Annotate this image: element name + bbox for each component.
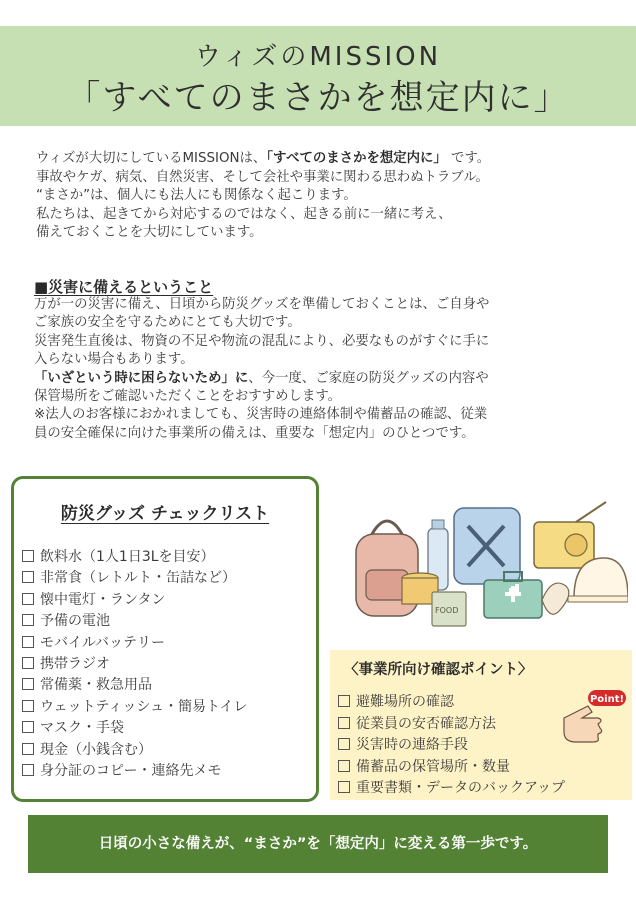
checklist-items xyxy=(22,547,247,782)
checklist-item-label: モバイルバッテリー xyxy=(40,634,166,651)
emergency-goods-checklist xyxy=(11,476,319,802)
body-line: 万が一の災害に備え、日頃から防災グッズを準備しておくことは、ご自身や xyxy=(34,297,490,312)
checklist-item-label: 飲料水（1人1日3Lを目安） xyxy=(40,549,215,565)
point-badge-text: Point! xyxy=(589,694,625,705)
checklist-item-label: 身分証のコピー・連絡先メモ xyxy=(40,762,222,779)
office-checkpoint-item xyxy=(338,778,565,800)
checkbox-icon xyxy=(22,571,34,583)
checklist-item-label: 携帯ラジオ xyxy=(40,655,110,672)
checklist-item xyxy=(22,718,247,739)
office-checkpoints-panel xyxy=(330,650,632,800)
mission-title: 「すべてのまさかを想定内に」 xyxy=(66,78,570,118)
disaster-section-title: ■災害に備えるということ xyxy=(34,278,214,296)
checklist-item xyxy=(22,590,247,611)
checkbox-icon xyxy=(22,743,34,755)
office-checkpoint-item xyxy=(338,714,565,736)
intro-text-span: ウィズが大切にしているMISSIONは、 xyxy=(36,151,267,166)
checkbox-icon xyxy=(22,614,34,626)
checklist-item xyxy=(22,568,247,589)
gloves-icon xyxy=(542,583,569,614)
checklist-item-label: 予備の電池 xyxy=(40,613,110,630)
intro-text xyxy=(36,150,616,243)
office-checkpoints-title: 〈事業所向け確認ポイント〉 xyxy=(344,662,533,678)
checkbox-icon xyxy=(22,700,34,712)
intro-line xyxy=(36,150,616,169)
body-line: 保管場所をご確認いただくことをおすすめします。 xyxy=(34,389,342,405)
body-line xyxy=(34,370,604,388)
intro-text-span: です。 xyxy=(446,151,491,166)
checklist-item xyxy=(22,675,247,696)
office-checkpoint-label: 従業員の安否確認方法 xyxy=(356,715,496,732)
checkbox-icon xyxy=(22,764,34,776)
office-checkpoints-list xyxy=(338,692,565,800)
office-checkpoint-label: 避難場所の確認 xyxy=(356,694,454,710)
disaster-section-body xyxy=(34,296,604,443)
footer-banner: 日頃の小さな備えが、“まさか”を「想定内」に変える第一歩です。 xyxy=(28,815,608,873)
checklist-item xyxy=(22,633,247,654)
checklist-item-label: ウェットティッシュ・簡易トイレ xyxy=(40,698,248,715)
body-line: 員の安全確保に向けた事業所の備えは、重要な「想定内」のひとつです。 xyxy=(34,425,475,441)
body-line: 災害発生直後は、物資の不足や物流の混乱により、必要なものがすぐに手に xyxy=(34,333,490,349)
checkbox-icon xyxy=(338,695,350,707)
checklist-item xyxy=(22,761,247,782)
emergency-goods-illustration xyxy=(344,500,628,640)
checklist-item xyxy=(22,547,247,568)
mission-emphasis: 「すべてのまさかを想定内に」 xyxy=(266,151,447,166)
intro-line: 備えておくことを大切にしています。 xyxy=(36,225,263,241)
office-checkpoint-label: 災害時の連絡手段 xyxy=(356,737,468,754)
checklist-item-label: 非常食（レトルト・缶詰など） xyxy=(40,570,236,587)
food-can-label: FOOD xyxy=(435,606,459,615)
checkbox-icon xyxy=(338,781,350,793)
office-checkpoint-label: 重要書類・データのバックアップ xyxy=(356,780,566,797)
title-banner xyxy=(0,26,636,126)
office-checkpoint-item xyxy=(338,692,565,714)
checklist-item xyxy=(22,740,247,761)
body-line: 入らない場合もあります。 xyxy=(34,352,194,368)
point-pointing-hand-icon xyxy=(558,688,628,746)
body-text-span: 、今一度、ご家庭の防災グッズの内容や xyxy=(248,370,489,386)
checklist-item-label: 懐中電灯・ランタン xyxy=(40,591,166,608)
body-line: ご家族の安全を守るためにとても大切です。 xyxy=(34,315,301,331)
checklist-item xyxy=(22,611,247,632)
office-checkpoint-item xyxy=(338,757,565,779)
mission-subtitle: ウィズのMISSION xyxy=(194,42,442,72)
intro-line: 事故やケガ、病気、自然災害、そして会社や事業に関わる思わぬトラブル。 xyxy=(36,169,489,185)
intro-line: 私たちは、起きてから対応するのではなく、起きる前に一緒に考え、 xyxy=(36,206,452,222)
body-line: ※法人のお客様におかれましても、災害時の連絡体制や備蓄品の確認、従業 xyxy=(34,407,488,423)
checklist-item-label: 現金（小銭含む） xyxy=(40,741,152,758)
checkbox-icon xyxy=(22,593,34,605)
checkbox-icon xyxy=(22,678,34,690)
checklist-item xyxy=(22,654,247,675)
checklist-item xyxy=(22,697,247,718)
pointing-hand-shape xyxy=(564,706,602,742)
office-checkpoint-item xyxy=(338,735,565,757)
checkbox-icon xyxy=(338,738,350,750)
checklist-item-label: マスク・手袋 xyxy=(40,720,124,737)
checkbox-icon xyxy=(338,717,350,729)
radio-icon xyxy=(534,502,606,568)
emphasis-text: 「いざという時に困らないため」に xyxy=(34,370,249,386)
checkbox-icon xyxy=(22,657,34,669)
checkbox-icon xyxy=(22,721,34,733)
checkbox-icon xyxy=(22,550,34,562)
checkbox-icon xyxy=(22,636,34,648)
intro-line: “まさか”は、個人にも法人にも関係なく起こります。 xyxy=(36,188,357,204)
office-checkpoint-label: 備蓄品の保管場所・数量 xyxy=(356,758,510,775)
checkbox-icon xyxy=(338,760,350,772)
checklist-title: 防災グッズ チェックリスト xyxy=(60,504,270,524)
checklist-item-label: 常備薬・救急用品 xyxy=(40,677,152,694)
